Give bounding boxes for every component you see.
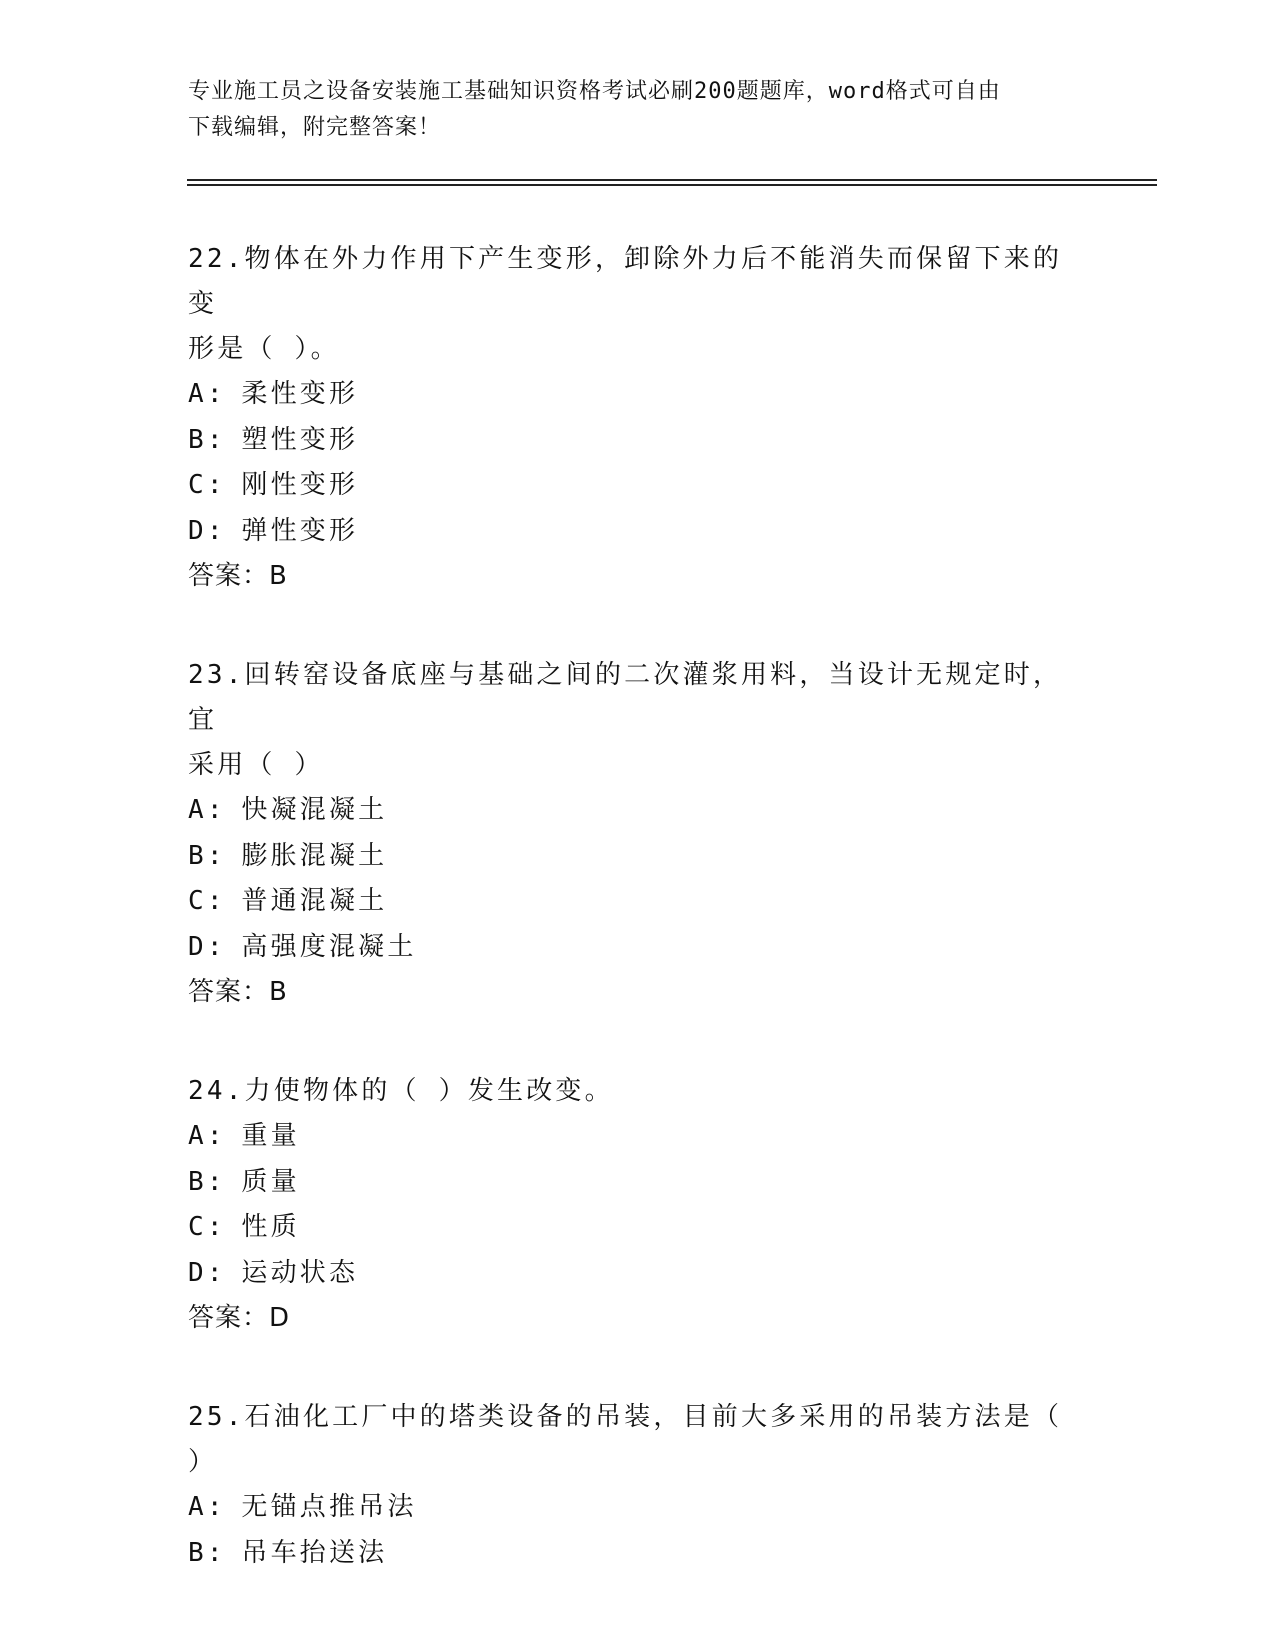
question-stem-line: 25.石油化工厂中的塔类设备的吊装，目前大多采用的吊装方法是（ [188, 1402, 1063, 1432]
option-a [188, 372, 1088, 418]
option-a [188, 1485, 1088, 1531]
option-letter: D: [188, 515, 226, 546]
option-text: 膨胀混凝土 [241, 840, 388, 871]
option-text: 重量 [241, 1121, 300, 1151]
option-letter: A: [188, 795, 226, 825]
option-letter: A: [188, 1492, 226, 1522]
question-stem [188, 237, 1088, 372]
question-stem [188, 1395, 1088, 1485]
option-b [188, 834, 1088, 880]
option-text: 高强度混凝土 [241, 931, 417, 962]
question-list [188, 237, 1088, 1630]
option-d [188, 509, 1088, 555]
option-text: 质量 [241, 1166, 300, 1197]
question-stem-line: 23.回转窑设备底座与基础之间的二次灌浆用料，当设计无规定时，宜 [188, 660, 1063, 735]
option-text: 刚性变形 [241, 470, 359, 500]
question-23 [188, 653, 1088, 1015]
header-line-2: 下载编辑，附完整答案！ [188, 115, 442, 140]
option-letter: A: [188, 1121, 226, 1151]
option-d [188, 925, 1088, 971]
answer-line: 答案：B [188, 977, 288, 1007]
option-c [188, 879, 1088, 925]
option-letter: D: [188, 1257, 226, 1288]
header-divider-top [187, 179, 1157, 181]
option-letter: C: [188, 1212, 226, 1242]
question-stem-line: 22.物体在外力作用下产生变形，卸除外力后不能消失而保留下来的变 [188, 244, 1063, 319]
option-d [188, 1251, 1088, 1297]
option-text: 塑性变形 [241, 424, 359, 455]
option-text: 性质 [241, 1212, 300, 1242]
question-25 [188, 1395, 1088, 1576]
option-text: 快凝混凝土 [241, 795, 388, 825]
question-22 [188, 237, 1088, 599]
option-c [188, 463, 1088, 509]
option-a [188, 1114, 1088, 1160]
option-letter: C: [188, 886, 226, 916]
option-b [188, 418, 1088, 464]
option-letter: B: [188, 1166, 226, 1197]
option-text: 柔性变形 [241, 379, 359, 409]
option-b [188, 1531, 1088, 1577]
question-stem-line: 24.力使物体的（ ）发生改变。 [188, 1076, 614, 1106]
option-letter: C: [188, 470, 226, 500]
option-letter: D: [188, 931, 226, 962]
question-24 [188, 1069, 1088, 1341]
question-stem-line: ） [188, 1447, 218, 1477]
option-text: 弹性变形 [241, 515, 359, 546]
option-text: 运动状态 [241, 1257, 359, 1288]
answer-line: 答案：D [188, 1303, 291, 1333]
option-a [188, 788, 1088, 834]
question-stem-line: 形是（ ）。 [188, 334, 340, 364]
answer-line: 答案：B [188, 561, 288, 591]
header-line-1: 专业施工员之设备安装施工基础知识资格考试必刷200题题库，word格式可自由 [188, 79, 1001, 104]
option-letter: A: [188, 379, 226, 409]
document-header [188, 74, 1088, 146]
option-letter: B: [188, 1537, 226, 1568]
option-b [188, 1160, 1088, 1206]
option-text: 无锚点推吊法 [241, 1492, 417, 1522]
option-letter: B: [188, 840, 226, 871]
option-text: 普通混凝土 [241, 886, 388, 916]
header-divider-bottom [187, 184, 1157, 186]
option-letter: B: [188, 424, 226, 455]
question-stem [188, 1069, 1088, 1114]
question-stem [188, 653, 1088, 788]
option-text: 吊车抬送法 [241, 1537, 388, 1568]
question-stem-line: 采用（ ） [188, 750, 324, 780]
option-c [188, 1205, 1088, 1251]
